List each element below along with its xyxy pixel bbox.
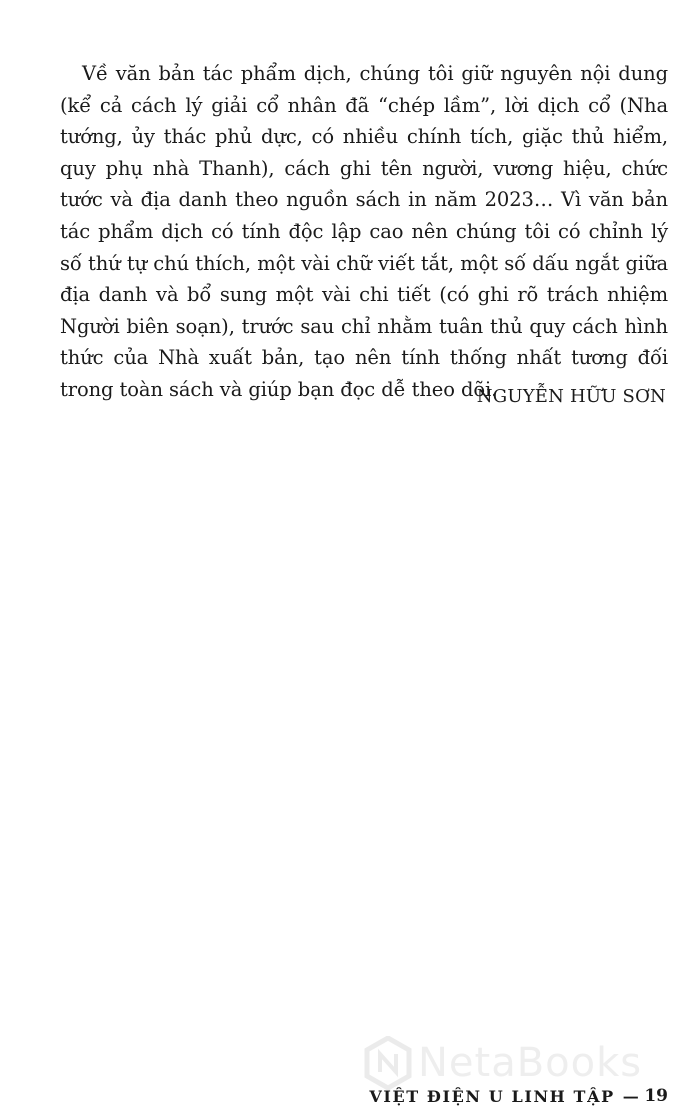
page-footer	[369, 1086, 668, 1106]
author-signature: NGUYỄN HỮU SƠN	[476, 386, 666, 407]
footer-separator: —	[622, 1086, 641, 1106]
body-paragraph: Về văn bản tác phẩm dịch, chúng tôi giữ nguyên nội dung (kể cả cách lý giải cổ nhân đã “chép lầm”, lời dịch cổ (Nha tướng, ủy thác phủ dực, có nhiều chính tích, giặc thủ hiểm, quy phụ nhà Thanh), cách ghi tên người, vương hiệu, chức tước và địa danh theo nguồn sách in năm 2023… Vì văn bản tác phẩm dịch có tính độc lập cao nên chúng tôi có chỉnh lý số thứ tự chú thích, một vài chữ viết tắt, một số dấu ngắt giữa địa danh và bổ sung một vài chi tiết (có ghi rõ trách nhiệm Người biên soạn), trước sau chỉ nhằm tuân thủ quy cách hình thức của Nhà xuất bản, tạo nên tính thống nhất tương đối trong toàn sách và giúp bạn đọc dễ theo dõi.	[60, 62, 668, 401]
page-number: 19	[644, 1086, 668, 1106]
running-title: VIỆT ĐIỆN U LINH TẬP	[369, 1086, 615, 1106]
hexagon-logo-icon	[364, 1036, 412, 1090]
watermark-text: NetaBooks	[418, 1040, 643, 1086]
